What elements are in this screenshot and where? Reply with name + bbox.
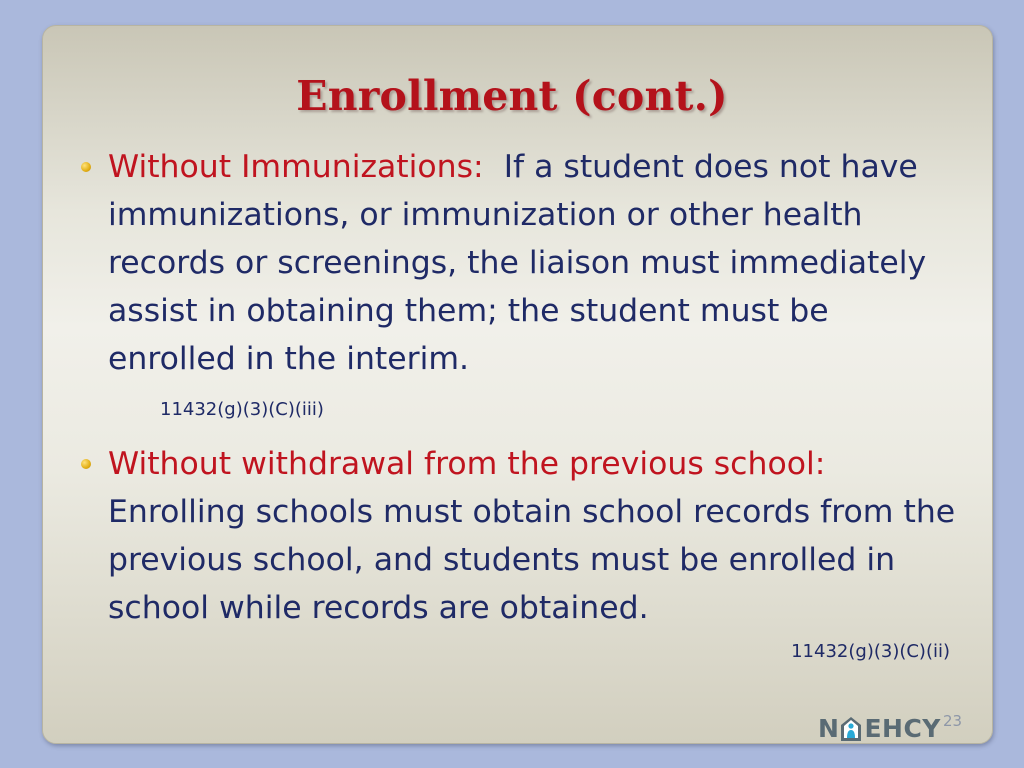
ncehcy-logo: [818, 712, 941, 746]
bullet-dot-icon: [81, 162, 91, 172]
citation-immunizations: 11432(g)(3)(C)(iii): [160, 399, 324, 420]
house-icon: [840, 716, 862, 742]
page-number: 23: [943, 712, 963, 730]
citation-withdrawal: 11432(g)(3)(C)(ii): [791, 641, 950, 662]
bullet-text-withdrawal: Enrolling schools must obtain school records from the previous school, and students must be enrolled in school while records are obtained.: [108, 494, 956, 626]
slide-card: [42, 25, 993, 744]
logo-letters-ehcy: EHCY: [864, 714, 941, 743]
bullet-withdrawal: [108, 440, 958, 632]
logo-letter-n: N: [818, 714, 840, 743]
bullet-lead-immunizations: Without Immunizations:: [108, 149, 484, 185]
slide-title: Enrollment (cont.): [296, 72, 728, 120]
bullet-text-immunizations: If a student does not have immunizations, or immunization or other health records or screenings, the liaison must immediately assist in obtaining them; the student must be enrolled in the interim.: [108, 149, 927, 377]
bullet-immunizations: [108, 143, 958, 383]
bullet-dot-icon: [81, 459, 91, 469]
bullet-lead-withdrawal: Without withdrawal from the previous school:: [108, 446, 826, 482]
